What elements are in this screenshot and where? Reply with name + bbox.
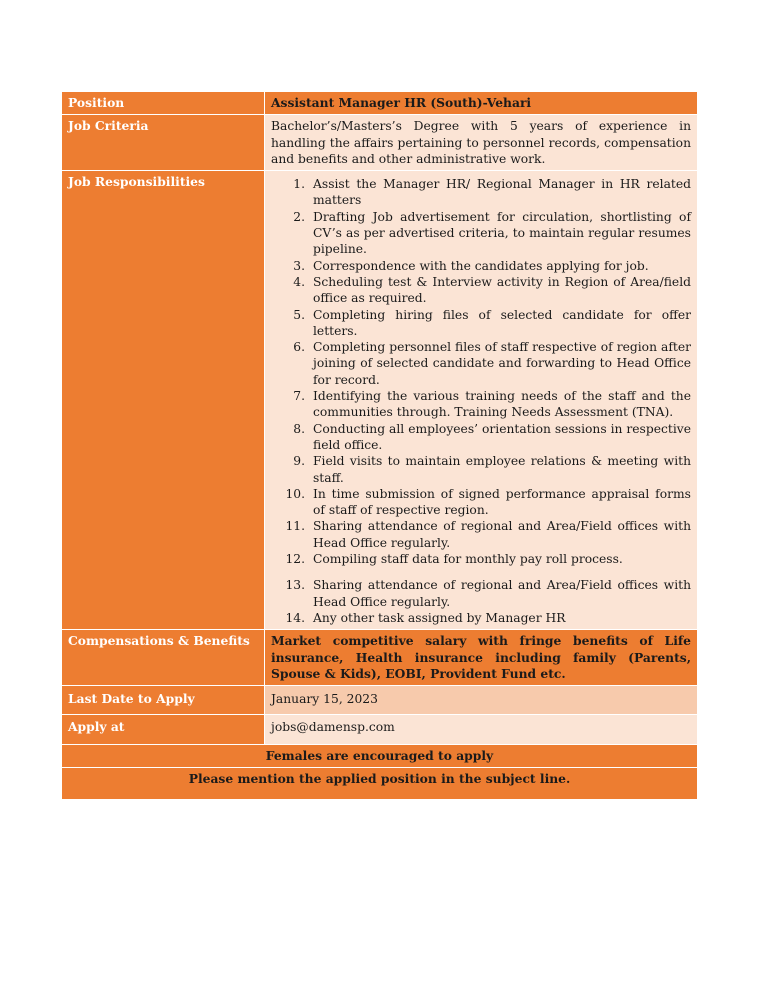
subject-note: Please mention the applied position in the subject line. [62,767,698,799]
responsibility-item [271,453,691,486]
responsibility-item [271,421,691,454]
females-note-row [62,744,698,767]
responsibility-text: Sharing attendance of regional and Area/Field offices with Head Office regularly. [313,519,691,550]
responsibility-number: 2. [293,209,305,224]
last-date-row [62,686,698,715]
responsibility-item [271,486,691,519]
job-criteria-row [62,115,698,171]
responsibility-text: Completing hiring files of selected candidate for offer letters. [313,307,691,338]
responsibility-item [271,577,691,610]
responsibility-number: 3. [293,258,305,273]
job-criteria-value: Bachelor’s/Masters’s Degree with 5 years of experience in handling the affairs pertaining to personnel records, compensation and benefits and other administrative work. [265,115,698,171]
responsibility-number: 6. [293,340,305,355]
job-responsibilities-value [265,171,698,630]
position-row [62,92,698,115]
responsibility-item [271,339,691,388]
compensation-value: Market competitive salary with fringe benefits of Life insurance, Health insurance including family (Parents, Spouse & Kids), EOBI, Provident Fund etc. [265,630,698,686]
last-date-value: January 15, 2023 [265,686,698,715]
job-criteria-label: Job Criteria [62,115,265,171]
responsibility-number: 7. [293,389,305,404]
responsibility-text: Field visits to maintain employee relations & meeting with staff. [313,454,691,485]
apply-at-label: Apply at [62,715,265,744]
apply-at-row [62,715,698,744]
responsibility-number: 4. [293,274,305,289]
responsibility-item [271,176,691,209]
compensation-label: Compensations & Benefits [62,630,265,686]
responsibility-number: 14. [285,610,305,625]
responsibility-item [271,258,691,274]
responsibility-text: Identifying the various training needs of the staff and the communities through. Training Needs Assessment (TNA). [313,389,691,420]
apply-at-email[interactable]: jobs@damensp.com [265,715,698,744]
position-value: Assistant Manager HR (South)-Vehari [265,92,698,115]
responsibility-number: 8. [293,421,305,436]
responsibility-item [271,209,691,258]
compensation-row [62,630,698,686]
responsibility-item [271,518,691,551]
responsibility-text: Sharing attendance of regional and Area/Field offices with Head Office regularly. [313,578,691,609]
responsibility-item [271,610,691,626]
job-responsibilities-row [62,171,698,630]
job-responsibilities-label: Job Responsibilities [62,171,265,630]
responsibility-text: Scheduling test & Interview activity in Region of Area/field office as required. [313,274,691,306]
job-advertisement-table [61,91,698,800]
responsibilities-list [271,176,691,626]
responsibility-item [271,307,691,340]
responsibility-number: 13. [285,578,305,593]
responsibility-number: 11. [285,519,305,534]
responsibility-text: In time submission of signed performance appraisal forms of staff of respective region. [313,486,691,518]
last-date-label: Last Date to Apply [62,686,265,715]
responsibility-text: Correspondence with the candidates applying for job. [313,258,649,273]
responsibility-text: Any other task assigned by Manager HR [313,610,566,625]
responsibility-text: Compiling staff data for monthly pay roll process. [313,552,623,567]
responsibility-number: 1. [293,177,305,192]
responsibility-number: 5. [293,307,305,322]
responsibility-text: Completing personnel files of staff respective of region after joining of selected candidate and forwarding to Head Office for record. [313,340,691,387]
position-label: Position [62,92,265,115]
responsibility-text: Assist the Manager HR/ Regional Manager in HR related matters [313,177,691,208]
responsibility-item [271,388,691,421]
responsibility-number: 12. [285,552,305,567]
responsibility-item [271,274,691,307]
females-note: Females are encouraged to apply [62,744,698,767]
subject-note-row [62,767,698,799]
responsibility-number: 9. [293,454,305,469]
responsibility-item [271,551,691,567]
responsibility-text: Drafting Job advertisement for circulation, shortlisting of CV’s as per advertised criteria, to maintain regular resumes pipeline. [313,209,691,257]
responsibility-number: 10. [285,486,305,501]
responsibility-text: Conducting all employees’ orientation sessions in respective field office. [313,421,691,452]
